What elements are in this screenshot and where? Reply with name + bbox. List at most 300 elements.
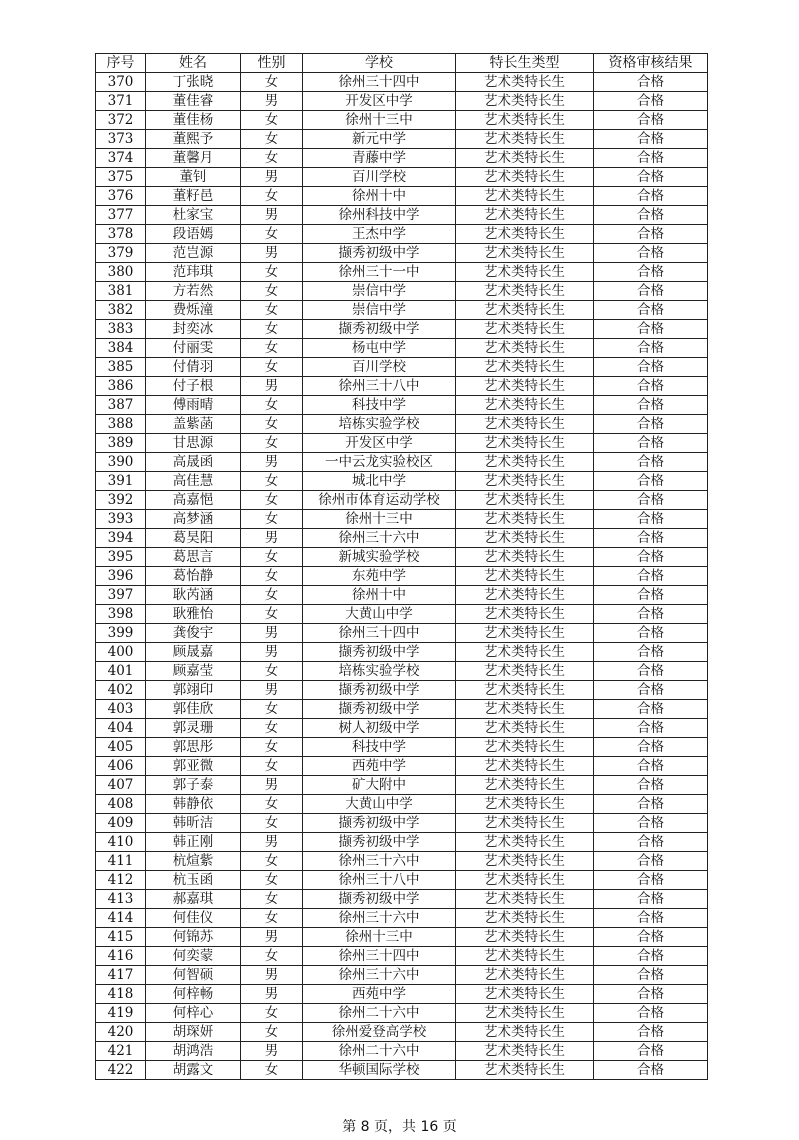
table-row bbox=[96, 149, 708, 168]
cell-school: 徐州三十四中 bbox=[303, 73, 456, 92]
cell-review-result: 合格 bbox=[594, 852, 708, 871]
cell-number: 410 bbox=[96, 833, 146, 852]
cell-number: 401 bbox=[96, 662, 146, 681]
cell-specialty-type: 艺术类特长生 bbox=[456, 358, 594, 377]
cell-gender: 女 bbox=[241, 719, 303, 738]
cell-specialty-type: 艺术类特长生 bbox=[456, 700, 594, 719]
table-row bbox=[96, 985, 708, 1004]
cell-name: 韩昕洁 bbox=[146, 814, 241, 833]
cell-review-result: 合格 bbox=[594, 111, 708, 130]
cell-school: 撷秀初级中学 bbox=[303, 700, 456, 719]
table-row bbox=[96, 225, 708, 244]
cell-gender: 女 bbox=[241, 852, 303, 871]
cell-number: 404 bbox=[96, 719, 146, 738]
table-row bbox=[96, 871, 708, 890]
cell-school: 王杰中学 bbox=[303, 225, 456, 244]
table-row bbox=[96, 472, 708, 491]
cell-name: 付倩羽 bbox=[146, 358, 241, 377]
cell-school: 徐州二十六中 bbox=[303, 1004, 456, 1023]
cell-school: 华顿国际学校 bbox=[303, 1061, 456, 1080]
cell-specialty-type: 艺术类特长生 bbox=[456, 662, 594, 681]
cell-school: 培栋实验学校 bbox=[303, 415, 456, 434]
cell-school: 新元中学 bbox=[303, 130, 456, 149]
cell-school: 崇信中学 bbox=[303, 282, 456, 301]
header-specialty-type: 特长生类型 bbox=[456, 54, 594, 73]
table-row bbox=[96, 111, 708, 130]
cell-name: 郭翊印 bbox=[146, 681, 241, 700]
table-row bbox=[96, 700, 708, 719]
cell-number: 407 bbox=[96, 776, 146, 795]
cell-specialty-type: 艺术类特长生 bbox=[456, 605, 594, 624]
cell-school: 徐州三十六中 bbox=[303, 909, 456, 928]
cell-review-result: 合格 bbox=[594, 491, 708, 510]
cell-gender: 女 bbox=[241, 567, 303, 586]
cell-name: 郭佳欣 bbox=[146, 700, 241, 719]
table-row bbox=[96, 586, 708, 605]
cell-name: 高梦涵 bbox=[146, 510, 241, 529]
cell-review-result: 合格 bbox=[594, 548, 708, 567]
table-row bbox=[96, 1004, 708, 1023]
cell-name: 董籽邑 bbox=[146, 187, 241, 206]
cell-specialty-type: 艺术类特长生 bbox=[456, 567, 594, 586]
cell-name: 段语嫣 bbox=[146, 225, 241, 244]
cell-name: 杜家宝 bbox=[146, 206, 241, 225]
cell-name: 郭子泰 bbox=[146, 776, 241, 795]
cell-gender: 男 bbox=[241, 206, 303, 225]
table-row bbox=[96, 130, 708, 149]
table-row bbox=[96, 681, 708, 700]
cell-name: 龚俊宇 bbox=[146, 624, 241, 643]
cell-number: 416 bbox=[96, 947, 146, 966]
cell-number: 405 bbox=[96, 738, 146, 757]
cell-school: 徐州三十六中 bbox=[303, 966, 456, 985]
cell-review-result: 合格 bbox=[594, 871, 708, 890]
cell-specialty-type: 艺术类特长生 bbox=[456, 681, 594, 700]
table-row bbox=[96, 966, 708, 985]
cell-number: 377 bbox=[96, 206, 146, 225]
cell-review-result: 合格 bbox=[594, 700, 708, 719]
table-row bbox=[96, 719, 708, 738]
cell-review-result: 合格 bbox=[594, 605, 708, 624]
table-row bbox=[96, 757, 708, 776]
cell-name: 葛昊阳 bbox=[146, 529, 241, 548]
cell-number: 390 bbox=[96, 453, 146, 472]
cell-specialty-type: 艺术类特长生 bbox=[456, 434, 594, 453]
cell-number: 414 bbox=[96, 909, 146, 928]
table-row bbox=[96, 1042, 708, 1061]
cell-gender: 女 bbox=[241, 358, 303, 377]
cell-name: 高嘉悒 bbox=[146, 491, 241, 510]
cell-school: 徐州三十八中 bbox=[303, 871, 456, 890]
cell-specialty-type: 艺术类特长生 bbox=[456, 624, 594, 643]
cell-specialty-type: 艺术类特长生 bbox=[456, 73, 594, 92]
cell-review-result: 合格 bbox=[594, 833, 708, 852]
cell-review-result: 合格 bbox=[594, 776, 708, 795]
cell-number: 399 bbox=[96, 624, 146, 643]
cell-school: 徐州爱登高学校 bbox=[303, 1023, 456, 1042]
cell-review-result: 合格 bbox=[594, 225, 708, 244]
cell-review-result: 合格 bbox=[594, 1042, 708, 1061]
cell-name: 董熙予 bbox=[146, 130, 241, 149]
cell-gender: 女 bbox=[241, 149, 303, 168]
cell-school: 徐州三十六中 bbox=[303, 529, 456, 548]
cell-specialty-type: 艺术类特长生 bbox=[456, 795, 594, 814]
cell-gender: 女 bbox=[241, 795, 303, 814]
cell-school: 科技中学 bbox=[303, 396, 456, 415]
cell-specialty-type: 艺术类特长生 bbox=[456, 947, 594, 966]
cell-specialty-type: 艺术类特长生 bbox=[456, 472, 594, 491]
table-row bbox=[96, 168, 708, 187]
cell-name: 何锦苏 bbox=[146, 928, 241, 947]
cell-gender: 女 bbox=[241, 263, 303, 282]
header-school: 学校 bbox=[303, 54, 456, 73]
cell-school: 城北中学 bbox=[303, 472, 456, 491]
cell-name: 范岂源 bbox=[146, 244, 241, 263]
cell-review-result: 合格 bbox=[594, 1023, 708, 1042]
table-row bbox=[96, 548, 708, 567]
cell-school: 徐州二十六中 bbox=[303, 1042, 456, 1061]
cell-review-result: 合格 bbox=[594, 168, 708, 187]
cell-specialty-type: 艺术类特长生 bbox=[456, 586, 594, 605]
cell-specialty-type: 艺术类特长生 bbox=[456, 168, 594, 187]
cell-review-result: 合格 bbox=[594, 206, 708, 225]
cell-name: 韩正刚 bbox=[146, 833, 241, 852]
cell-gender: 男 bbox=[241, 1042, 303, 1061]
cell-number: 420 bbox=[96, 1023, 146, 1042]
table-row bbox=[96, 206, 708, 225]
cell-school: 撷秀初级中学 bbox=[303, 814, 456, 833]
cell-number: 381 bbox=[96, 282, 146, 301]
cell-school: 一中云龙实验校区 bbox=[303, 453, 456, 472]
cell-gender: 男 bbox=[241, 776, 303, 795]
cell-gender: 女 bbox=[241, 187, 303, 206]
cell-number: 386 bbox=[96, 377, 146, 396]
cell-specialty-type: 艺术类特长生 bbox=[456, 757, 594, 776]
cell-specialty-type: 艺术类特长生 bbox=[456, 111, 594, 130]
cell-gender: 男 bbox=[241, 966, 303, 985]
cell-number: 389 bbox=[96, 434, 146, 453]
cell-gender: 女 bbox=[241, 282, 303, 301]
document-page bbox=[95, 53, 707, 1080]
cell-school: 徐州三十六中 bbox=[303, 852, 456, 871]
cell-review-result: 合格 bbox=[594, 92, 708, 111]
cell-specialty-type: 艺术类特长生 bbox=[456, 890, 594, 909]
table-row bbox=[96, 738, 708, 757]
cell-review-result: 合格 bbox=[594, 966, 708, 985]
cell-review-result: 合格 bbox=[594, 73, 708, 92]
table-row bbox=[96, 643, 708, 662]
table-row bbox=[96, 187, 708, 206]
cell-gender: 男 bbox=[241, 92, 303, 111]
table-row bbox=[96, 529, 708, 548]
cell-gender: 男 bbox=[241, 643, 303, 662]
cell-specialty-type: 艺术类特长生 bbox=[456, 130, 594, 149]
cell-gender: 女 bbox=[241, 738, 303, 757]
cell-name: 高晟函 bbox=[146, 453, 241, 472]
cell-specialty-type: 艺术类特长生 bbox=[456, 320, 594, 339]
cell-gender: 女 bbox=[241, 130, 303, 149]
cell-number: 421 bbox=[96, 1042, 146, 1061]
cell-review-result: 合格 bbox=[594, 187, 708, 206]
cell-number: 382 bbox=[96, 301, 146, 320]
cell-specialty-type: 艺术类特长生 bbox=[456, 415, 594, 434]
table-row bbox=[96, 909, 708, 928]
cell-gender: 女 bbox=[241, 111, 303, 130]
cell-name: 葛思言 bbox=[146, 548, 241, 567]
cell-gender: 女 bbox=[241, 1004, 303, 1023]
cell-name: 范玮琪 bbox=[146, 263, 241, 282]
cell-review-result: 合格 bbox=[594, 624, 708, 643]
cell-specialty-type: 艺术类特长生 bbox=[456, 909, 594, 928]
cell-review-result: 合格 bbox=[594, 738, 708, 757]
cell-review-result: 合格 bbox=[594, 434, 708, 453]
cell-specialty-type: 艺术类特长生 bbox=[456, 548, 594, 567]
cell-review-result: 合格 bbox=[594, 301, 708, 320]
table-row bbox=[96, 396, 708, 415]
header-number: 序号 bbox=[96, 54, 146, 73]
cell-review-result: 合格 bbox=[594, 453, 708, 472]
cell-name: 郭思彤 bbox=[146, 738, 241, 757]
cell-specialty-type: 艺术类特长生 bbox=[456, 643, 594, 662]
cell-school: 撷秀初级中学 bbox=[303, 890, 456, 909]
cell-gender: 女 bbox=[241, 548, 303, 567]
cell-gender: 男 bbox=[241, 833, 303, 852]
cell-school: 撷秀初级中学 bbox=[303, 833, 456, 852]
cell-specialty-type: 艺术类特长生 bbox=[456, 225, 594, 244]
cell-specialty-type: 艺术类特长生 bbox=[456, 719, 594, 738]
cell-school: 百川学校 bbox=[303, 168, 456, 187]
cell-specialty-type: 艺术类特长生 bbox=[456, 776, 594, 795]
cell-specialty-type: 艺术类特长生 bbox=[456, 396, 594, 415]
cell-name: 盖紫菡 bbox=[146, 415, 241, 434]
cell-review-result: 合格 bbox=[594, 244, 708, 263]
cell-number: 403 bbox=[96, 700, 146, 719]
table-row bbox=[96, 358, 708, 377]
table-row bbox=[96, 567, 708, 586]
cell-gender: 男 bbox=[241, 453, 303, 472]
cell-number: 400 bbox=[96, 643, 146, 662]
table-row bbox=[96, 263, 708, 282]
cell-gender: 女 bbox=[241, 396, 303, 415]
cell-name: 顾嘉莹 bbox=[146, 662, 241, 681]
cell-review-result: 合格 bbox=[594, 320, 708, 339]
cell-school: 杨屯中学 bbox=[303, 339, 456, 358]
cell-number: 419 bbox=[96, 1004, 146, 1023]
cell-school: 徐州十三中 bbox=[303, 111, 456, 130]
cell-school: 开发区中学 bbox=[303, 92, 456, 111]
header-name: 姓名 bbox=[146, 54, 241, 73]
cell-number: 393 bbox=[96, 510, 146, 529]
cell-name: 董钊 bbox=[146, 168, 241, 187]
cell-name: 何梓畅 bbox=[146, 985, 241, 1004]
cell-review-result: 合格 bbox=[594, 339, 708, 358]
cell-school: 青藤中学 bbox=[303, 149, 456, 168]
cell-review-result: 合格 bbox=[594, 263, 708, 282]
table-row bbox=[96, 92, 708, 111]
cell-school: 徐州三十一中 bbox=[303, 263, 456, 282]
cell-number: 396 bbox=[96, 567, 146, 586]
cell-number: 384 bbox=[96, 339, 146, 358]
cell-name: 韩静依 bbox=[146, 795, 241, 814]
cell-review-result: 合格 bbox=[594, 719, 708, 738]
cell-review-result: 合格 bbox=[594, 282, 708, 301]
cell-number: 370 bbox=[96, 73, 146, 92]
table-row bbox=[96, 852, 708, 871]
cell-specialty-type: 艺术类特长生 bbox=[456, 985, 594, 1004]
cell-specialty-type: 艺术类特长生 bbox=[456, 1042, 594, 1061]
cell-gender: 女 bbox=[241, 605, 303, 624]
cell-number: 378 bbox=[96, 225, 146, 244]
cell-specialty-type: 艺术类特长生 bbox=[456, 1061, 594, 1080]
cell-name: 胡鸿浩 bbox=[146, 1042, 241, 1061]
cell-review-result: 合格 bbox=[594, 662, 708, 681]
cell-specialty-type: 艺术类特长生 bbox=[456, 282, 594, 301]
cell-name: 杭玉函 bbox=[146, 871, 241, 890]
cell-name: 丁张晓 bbox=[146, 73, 241, 92]
cell-gender: 男 bbox=[241, 624, 303, 643]
cell-number: 417 bbox=[96, 966, 146, 985]
cell-review-result: 合格 bbox=[594, 472, 708, 491]
cell-name: 付子根 bbox=[146, 377, 241, 396]
cell-gender: 男 bbox=[241, 681, 303, 700]
cell-gender: 女 bbox=[241, 415, 303, 434]
cell-specialty-type: 艺术类特长生 bbox=[456, 244, 594, 263]
header-gender: 性别 bbox=[241, 54, 303, 73]
table-row bbox=[96, 947, 708, 966]
table-row bbox=[96, 301, 708, 320]
cell-name: 付丽雯 bbox=[146, 339, 241, 358]
cell-specialty-type: 艺术类特长生 bbox=[456, 814, 594, 833]
cell-school: 徐州市体育运动学校 bbox=[303, 491, 456, 510]
cell-review-result: 合格 bbox=[594, 890, 708, 909]
cell-school: 东苑中学 bbox=[303, 567, 456, 586]
cell-number: 402 bbox=[96, 681, 146, 700]
cell-name: 傅雨晴 bbox=[146, 396, 241, 415]
cell-specialty-type: 艺术类特长生 bbox=[456, 339, 594, 358]
cell-gender: 女 bbox=[241, 491, 303, 510]
page-number: 第 8 页，共 16 页 bbox=[342, 1119, 457, 1135]
table-row bbox=[96, 833, 708, 852]
table-row bbox=[96, 339, 708, 358]
table-row bbox=[96, 415, 708, 434]
cell-school: 西苑中学 bbox=[303, 757, 456, 776]
cell-gender: 女 bbox=[241, 472, 303, 491]
cell-review-result: 合格 bbox=[594, 757, 708, 776]
cell-gender: 女 bbox=[241, 1061, 303, 1080]
cell-name: 郭灵珊 bbox=[146, 719, 241, 738]
cell-school: 徐州十三中 bbox=[303, 928, 456, 947]
cell-review-result: 合格 bbox=[594, 928, 708, 947]
cell-gender: 女 bbox=[241, 909, 303, 928]
cell-gender: 男 bbox=[241, 529, 303, 548]
cell-number: 413 bbox=[96, 890, 146, 909]
cell-gender: 男 bbox=[241, 168, 303, 187]
cell-review-result: 合格 bbox=[594, 415, 708, 434]
cell-specialty-type: 艺术类特长生 bbox=[456, 1023, 594, 1042]
table-row bbox=[96, 491, 708, 510]
cell-name: 葛怡静 bbox=[146, 567, 241, 586]
cell-review-result: 合格 bbox=[594, 681, 708, 700]
cell-specialty-type: 艺术类特长生 bbox=[456, 966, 594, 985]
cell-name: 高佳慧 bbox=[146, 472, 241, 491]
cell-review-result: 合格 bbox=[594, 396, 708, 415]
cell-name: 胡露文 bbox=[146, 1061, 241, 1080]
cell-school: 徐州十三中 bbox=[303, 510, 456, 529]
cell-number: 395 bbox=[96, 548, 146, 567]
table-row bbox=[96, 73, 708, 92]
cell-gender: 女 bbox=[241, 1023, 303, 1042]
cell-gender: 女 bbox=[241, 814, 303, 833]
cell-review-result: 合格 bbox=[594, 510, 708, 529]
cell-school: 西苑中学 bbox=[303, 985, 456, 1004]
cell-specialty-type: 艺术类特长生 bbox=[456, 852, 594, 871]
cell-school: 徐州十中 bbox=[303, 586, 456, 605]
cell-gender: 女 bbox=[241, 700, 303, 719]
cell-specialty-type: 艺术类特长生 bbox=[456, 187, 594, 206]
table-row bbox=[96, 1061, 708, 1080]
cell-number: 412 bbox=[96, 871, 146, 890]
candidate-table bbox=[95, 53, 708, 1080]
table-row bbox=[96, 282, 708, 301]
cell-name: 胡琛妍 bbox=[146, 1023, 241, 1042]
cell-number: 379 bbox=[96, 244, 146, 263]
cell-number: 380 bbox=[96, 263, 146, 282]
cell-specialty-type: 艺术类特长生 bbox=[456, 263, 594, 282]
cell-number: 387 bbox=[96, 396, 146, 415]
cell-specialty-type: 艺术类特长生 bbox=[456, 529, 594, 548]
cell-gender: 女 bbox=[241, 320, 303, 339]
cell-school: 撷秀初级中学 bbox=[303, 320, 456, 339]
cell-specialty-type: 艺术类特长生 bbox=[456, 833, 594, 852]
table-row bbox=[96, 244, 708, 263]
cell-gender: 男 bbox=[241, 928, 303, 947]
cell-name: 耿雅怡 bbox=[146, 605, 241, 624]
table-row bbox=[96, 776, 708, 795]
cell-school: 新城实验学校 bbox=[303, 548, 456, 567]
cell-review-result: 合格 bbox=[594, 130, 708, 149]
cell-school: 徐州三十四中 bbox=[303, 624, 456, 643]
cell-review-result: 合格 bbox=[594, 985, 708, 1004]
cell-name: 何梓心 bbox=[146, 1004, 241, 1023]
cell-specialty-type: 艺术类特长生 bbox=[456, 301, 594, 320]
cell-gender: 男 bbox=[241, 377, 303, 396]
cell-review-result: 合格 bbox=[594, 586, 708, 605]
cell-number: 371 bbox=[96, 92, 146, 111]
cell-gender: 女 bbox=[241, 662, 303, 681]
cell-number: 422 bbox=[96, 1061, 146, 1080]
cell-specialty-type: 艺术类特长生 bbox=[456, 928, 594, 947]
cell-specialty-type: 艺术类特长生 bbox=[456, 206, 594, 225]
cell-school: 撷秀初级中学 bbox=[303, 643, 456, 662]
cell-school: 崇信中学 bbox=[303, 301, 456, 320]
cell-gender: 女 bbox=[241, 586, 303, 605]
cell-school: 培栋实验学校 bbox=[303, 662, 456, 681]
cell-school: 树人初级中学 bbox=[303, 719, 456, 738]
cell-school: 开发区中学 bbox=[303, 434, 456, 453]
cell-number: 415 bbox=[96, 928, 146, 947]
cell-school: 撷秀初级中学 bbox=[303, 244, 456, 263]
cell-gender: 男 bbox=[241, 244, 303, 263]
cell-number: 406 bbox=[96, 757, 146, 776]
cell-review-result: 合格 bbox=[594, 358, 708, 377]
cell-number: 385 bbox=[96, 358, 146, 377]
cell-specialty-type: 艺术类特长生 bbox=[456, 453, 594, 472]
cell-specialty-type: 艺术类特长生 bbox=[456, 149, 594, 168]
cell-number: 374 bbox=[96, 149, 146, 168]
table-body bbox=[96, 73, 708, 1080]
cell-review-result: 合格 bbox=[594, 377, 708, 396]
cell-specialty-type: 艺术类特长生 bbox=[456, 377, 594, 396]
